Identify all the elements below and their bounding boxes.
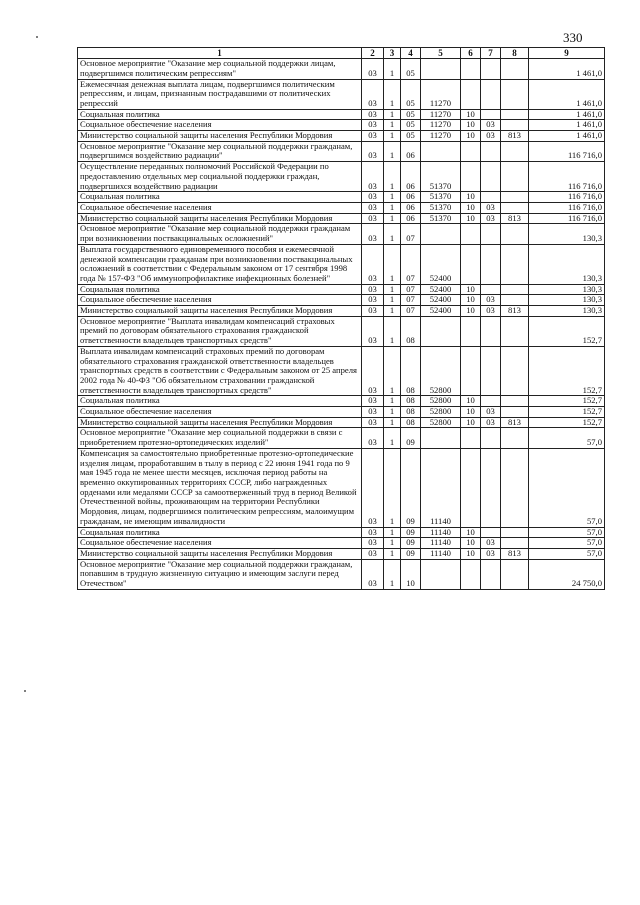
program-code-cell: 03 bbox=[362, 346, 384, 396]
row-name-cell: Социальная политика bbox=[78, 396, 362, 407]
program-code-cell: 03 bbox=[362, 141, 384, 161]
table-row bbox=[78, 131, 605, 142]
subsection-code-cell: 03 bbox=[481, 120, 501, 131]
direction-code-cell: 11270 bbox=[421, 109, 461, 120]
ministry-code-cell bbox=[501, 109, 529, 120]
ministry-code-cell bbox=[501, 559, 529, 589]
table-row bbox=[78, 548, 605, 559]
program-code-cell: 03 bbox=[362, 131, 384, 142]
subprogram-code-cell: 1 bbox=[384, 306, 401, 317]
table-row bbox=[78, 244, 605, 284]
subsection-code-cell bbox=[481, 284, 501, 295]
ministry-code-cell: 813 bbox=[501, 417, 529, 428]
table-row bbox=[78, 407, 605, 418]
section-code-cell bbox=[461, 224, 481, 244]
column-header: 9 bbox=[529, 48, 605, 59]
direction-code-cell: 11140 bbox=[421, 448, 461, 527]
amount-cell: 1 461,0 bbox=[529, 79, 605, 109]
program-code-cell: 03 bbox=[362, 316, 384, 346]
subsection-code-cell: 03 bbox=[481, 417, 501, 428]
measure-code-cell: 07 bbox=[401, 244, 421, 284]
subprogram-code-cell: 1 bbox=[384, 316, 401, 346]
section-code-cell: 10 bbox=[461, 120, 481, 131]
measure-code-cell: 09 bbox=[401, 428, 421, 448]
program-code-cell: 03 bbox=[362, 192, 384, 203]
measure-code-cell: 06 bbox=[401, 141, 421, 161]
table-row bbox=[78, 213, 605, 224]
program-code-cell: 03 bbox=[362, 527, 384, 538]
amount-cell: 130,3 bbox=[529, 224, 605, 244]
direction-code-cell bbox=[421, 559, 461, 589]
section-code-cell: 10 bbox=[461, 407, 481, 418]
measure-code-cell: 05 bbox=[401, 120, 421, 131]
amount-cell: 116 716,0 bbox=[529, 203, 605, 214]
measure-code-cell: 08 bbox=[401, 407, 421, 418]
amount-cell: 24 750,0 bbox=[529, 559, 605, 589]
row-name-cell: Выплата государственного единовременного пособия и ежемесячной денежной компенсации гражданам при возникновении поствакцинальных осложнений в соответствии с Федеральным законом от 17 сентября 1998 года № 157-ФЗ "Об иммунопрофилактике инфекционных болезней" bbox=[78, 244, 362, 284]
subsection-code-cell: 03 bbox=[481, 203, 501, 214]
measure-code-cell: 07 bbox=[401, 284, 421, 295]
subprogram-code-cell: 1 bbox=[384, 548, 401, 559]
direction-code-cell: 52400 bbox=[421, 244, 461, 284]
table-row bbox=[78, 396, 605, 407]
direction-code-cell: 11270 bbox=[421, 131, 461, 142]
row-name-cell: Социальное обеспечение населения bbox=[78, 295, 362, 306]
row-name-cell: Министерство социальной защиты населения Республики Мордовия bbox=[78, 306, 362, 317]
program-code-cell: 03 bbox=[362, 417, 384, 428]
program-code-cell: 03 bbox=[362, 79, 384, 109]
program-code-cell: 03 bbox=[362, 59, 384, 79]
section-code-cell: 10 bbox=[461, 284, 481, 295]
measure-code-cell: 05 bbox=[401, 131, 421, 142]
direction-code-cell: 52400 bbox=[421, 295, 461, 306]
direction-code-cell: 11140 bbox=[421, 527, 461, 538]
amount-cell: 1 461,0 bbox=[529, 109, 605, 120]
subsection-code-cell: 03 bbox=[481, 213, 501, 224]
measure-code-cell: 09 bbox=[401, 538, 421, 549]
direction-code-cell: 11140 bbox=[421, 548, 461, 559]
section-code-cell: 10 bbox=[461, 213, 481, 224]
subsection-code-cell: 03 bbox=[481, 548, 501, 559]
measure-code-cell: 08 bbox=[401, 316, 421, 346]
direction-code-cell: 51370 bbox=[421, 203, 461, 214]
subsection-code-cell bbox=[481, 109, 501, 120]
direction-code-cell bbox=[421, 316, 461, 346]
section-code-cell: 10 bbox=[461, 131, 481, 142]
amount-cell: 152,7 bbox=[529, 407, 605, 418]
section-code-cell bbox=[461, 162, 481, 192]
table-row bbox=[78, 428, 605, 448]
column-header: 3 bbox=[384, 48, 401, 59]
program-code-cell: 03 bbox=[362, 244, 384, 284]
column-header: 7 bbox=[481, 48, 501, 59]
section-code-cell: 10 bbox=[461, 548, 481, 559]
row-name-cell: Социальная политика bbox=[78, 109, 362, 120]
subprogram-code-cell: 1 bbox=[384, 346, 401, 396]
program-code-cell: 03 bbox=[362, 295, 384, 306]
header-row bbox=[78, 48, 605, 59]
subsection-code-cell bbox=[481, 162, 501, 192]
table-row bbox=[78, 162, 605, 192]
measure-code-cell: 09 bbox=[401, 448, 421, 527]
row-name-cell: Министерство социальной защиты населения Республики Мордовия bbox=[78, 213, 362, 224]
row-name-cell: Основное мероприятие "Оказание мер социальной поддержки гражданам при возникновении поствакцинальных осложнений" bbox=[78, 224, 362, 244]
subprogram-code-cell: 1 bbox=[384, 284, 401, 295]
subsection-code-cell bbox=[481, 141, 501, 161]
subsection-code-cell bbox=[481, 316, 501, 346]
ministry-code-cell bbox=[501, 244, 529, 284]
row-name-cell: Социальное обеспечение населения bbox=[78, 407, 362, 418]
program-code-cell: 03 bbox=[362, 284, 384, 295]
subprogram-code-cell: 1 bbox=[384, 203, 401, 214]
table-row bbox=[78, 295, 605, 306]
ministry-code-cell bbox=[501, 295, 529, 306]
measure-code-cell: 06 bbox=[401, 192, 421, 203]
ministry-code-cell bbox=[501, 346, 529, 396]
table-row bbox=[78, 224, 605, 244]
section-code-cell bbox=[461, 559, 481, 589]
row-name-cell: Социальная политика bbox=[78, 192, 362, 203]
row-name-cell: Социальная политика bbox=[78, 284, 362, 295]
subsection-code-cell bbox=[481, 346, 501, 396]
subsection-code-cell bbox=[481, 396, 501, 407]
row-name-cell: Осуществление переданных полномочий Российской Федерации по предоставлению отдельных мер социальной поддержки граждан, подвергшихся воздействию радиации bbox=[78, 162, 362, 192]
subprogram-code-cell: 1 bbox=[384, 428, 401, 448]
table-body bbox=[78, 59, 605, 590]
measure-code-cell: 05 bbox=[401, 79, 421, 109]
ministry-code-cell bbox=[501, 141, 529, 161]
amount-cell: 1 461,0 bbox=[529, 59, 605, 79]
section-code-cell bbox=[461, 244, 481, 284]
table-row bbox=[78, 417, 605, 428]
program-code-cell: 03 bbox=[362, 120, 384, 131]
program-code-cell: 03 bbox=[362, 548, 384, 559]
subprogram-code-cell: 1 bbox=[384, 131, 401, 142]
amount-cell: 57,0 bbox=[529, 448, 605, 527]
row-name-cell: Социальное обеспечение населения bbox=[78, 203, 362, 214]
table-row bbox=[78, 109, 605, 120]
subsection-code-cell bbox=[481, 527, 501, 538]
column-header: 6 bbox=[461, 48, 481, 59]
table-row bbox=[78, 120, 605, 131]
ministry-code-cell bbox=[501, 284, 529, 295]
direction-code-cell: 11140 bbox=[421, 538, 461, 549]
subprogram-code-cell: 1 bbox=[384, 59, 401, 79]
measure-code-cell: 06 bbox=[401, 213, 421, 224]
section-code-cell: 10 bbox=[461, 306, 481, 317]
table-row bbox=[78, 346, 605, 396]
ministry-code-cell bbox=[501, 538, 529, 549]
amount-cell: 57,0 bbox=[529, 538, 605, 549]
measure-code-cell: 08 bbox=[401, 396, 421, 407]
section-code-cell: 10 bbox=[461, 109, 481, 120]
ministry-code-cell bbox=[501, 192, 529, 203]
subprogram-code-cell: 1 bbox=[384, 448, 401, 527]
ministry-code-cell: 813 bbox=[501, 131, 529, 142]
subprogram-code-cell: 1 bbox=[384, 407, 401, 418]
amount-cell: 116 716,0 bbox=[529, 213, 605, 224]
section-code-cell: 10 bbox=[461, 295, 481, 306]
section-code-cell bbox=[461, 448, 481, 527]
program-code-cell: 03 bbox=[362, 407, 384, 418]
subprogram-code-cell: 1 bbox=[384, 244, 401, 284]
measure-code-cell: 09 bbox=[401, 527, 421, 538]
table-row bbox=[78, 527, 605, 538]
amount-cell: 130,3 bbox=[529, 284, 605, 295]
ministry-code-cell bbox=[501, 59, 529, 79]
program-code-cell: 03 bbox=[362, 213, 384, 224]
column-header: 5 bbox=[421, 48, 461, 59]
table-row bbox=[78, 316, 605, 346]
section-code-cell: 10 bbox=[461, 527, 481, 538]
program-code-cell: 03 bbox=[362, 162, 384, 192]
table-row bbox=[78, 192, 605, 203]
table-row bbox=[78, 559, 605, 589]
ministry-code-cell bbox=[501, 120, 529, 131]
table-row bbox=[78, 203, 605, 214]
direction-code-cell: 52800 bbox=[421, 346, 461, 396]
row-name-cell: Министерство социальной защиты населения Республики Мордовия bbox=[78, 131, 362, 142]
section-code-cell bbox=[461, 79, 481, 109]
table-row bbox=[78, 284, 605, 295]
row-name-cell: Основное мероприятие "Оказание мер социальной поддержки в связи с приобретением протезно-ортопедических изделий" bbox=[78, 428, 362, 448]
table-row bbox=[78, 538, 605, 549]
budget-table bbox=[77, 47, 605, 590]
section-code-cell bbox=[461, 346, 481, 396]
subprogram-code-cell: 1 bbox=[384, 162, 401, 192]
ministry-code-cell bbox=[501, 79, 529, 109]
measure-code-cell: 07 bbox=[401, 295, 421, 306]
section-code-cell: 10 bbox=[461, 192, 481, 203]
subsection-code-cell bbox=[481, 59, 501, 79]
row-name-cell: Основное мероприятие "Выплата инвалидам компенсаций страховых премий по договорам обязательного страхования гражданской ответственности владельцев транспортных средств" bbox=[78, 316, 362, 346]
subsection-code-cell bbox=[481, 448, 501, 527]
subprogram-code-cell: 1 bbox=[384, 417, 401, 428]
table-header bbox=[78, 48, 605, 59]
direction-code-cell: 51370 bbox=[421, 162, 461, 192]
direction-code-cell bbox=[421, 224, 461, 244]
direction-code-cell: 52400 bbox=[421, 284, 461, 295]
ministry-code-cell bbox=[501, 527, 529, 538]
subprogram-code-cell: 1 bbox=[384, 527, 401, 538]
row-name-cell: Социальное обеспечение населения bbox=[78, 538, 362, 549]
ministry-code-cell: 813 bbox=[501, 213, 529, 224]
ministry-code-cell: 813 bbox=[501, 306, 529, 317]
subprogram-code-cell: 1 bbox=[384, 396, 401, 407]
measure-code-cell: 07 bbox=[401, 224, 421, 244]
direction-code-cell: 52800 bbox=[421, 396, 461, 407]
subsection-code-cell bbox=[481, 559, 501, 589]
section-code-cell: 10 bbox=[461, 538, 481, 549]
ministry-code-cell bbox=[501, 316, 529, 346]
subsection-code-cell bbox=[481, 244, 501, 284]
table-row bbox=[78, 141, 605, 161]
subsection-code-cell bbox=[481, 79, 501, 109]
subprogram-code-cell: 1 bbox=[384, 120, 401, 131]
table-row bbox=[78, 79, 605, 109]
program-code-cell: 03 bbox=[362, 109, 384, 120]
scan-speck bbox=[24, 690, 26, 692]
subsection-code-cell: 03 bbox=[481, 131, 501, 142]
row-name-cell: Выплата инвалидам компенсаций страховых премий по договорам обязательного страхования гражданской ответственности владельцев транспортных средств в соответствии с Федеральным законом от 25 апреля 2002 года № 40-ФЗ "Об обязательном страховании гражданской ответственности владельцев транспортных средств" bbox=[78, 346, 362, 396]
amount-cell: 116 716,0 bbox=[529, 192, 605, 203]
subsection-code-cell bbox=[481, 192, 501, 203]
amount-cell: 57,0 bbox=[529, 428, 605, 448]
measure-code-cell: 06 bbox=[401, 203, 421, 214]
amount-cell: 152,7 bbox=[529, 316, 605, 346]
column-header: 4 bbox=[401, 48, 421, 59]
amount-cell: 1 461,0 bbox=[529, 131, 605, 142]
column-header: 2 bbox=[362, 48, 384, 59]
subsection-code-cell: 03 bbox=[481, 407, 501, 418]
subprogram-code-cell: 1 bbox=[384, 559, 401, 589]
amount-cell: 130,3 bbox=[529, 295, 605, 306]
ministry-code-cell bbox=[501, 224, 529, 244]
ministry-code-cell bbox=[501, 396, 529, 407]
subsection-code-cell: 03 bbox=[481, 306, 501, 317]
measure-code-cell: 08 bbox=[401, 346, 421, 396]
subprogram-code-cell: 1 bbox=[384, 224, 401, 244]
amount-cell: 152,7 bbox=[529, 346, 605, 396]
ministry-code-cell bbox=[501, 162, 529, 192]
program-code-cell: 03 bbox=[362, 559, 384, 589]
program-code-cell: 03 bbox=[362, 396, 384, 407]
column-header: 8 bbox=[501, 48, 529, 59]
page-number: 330 bbox=[563, 30, 583, 45]
row-name-cell: Министерство социальной защиты населения Республики Мордовия bbox=[78, 417, 362, 428]
subsection-code-cell bbox=[481, 224, 501, 244]
direction-code-cell: 52400 bbox=[421, 306, 461, 317]
direction-code-cell: 51370 bbox=[421, 213, 461, 224]
amount-cell: 116 716,0 bbox=[529, 162, 605, 192]
direction-code-cell: 52800 bbox=[421, 407, 461, 418]
subprogram-code-cell: 1 bbox=[384, 538, 401, 549]
ministry-code-cell bbox=[501, 428, 529, 448]
program-code-cell: 03 bbox=[362, 448, 384, 527]
amount-cell: 130,3 bbox=[529, 306, 605, 317]
amount-cell: 152,7 bbox=[529, 417, 605, 428]
section-code-cell: 10 bbox=[461, 203, 481, 214]
direction-code-cell bbox=[421, 428, 461, 448]
direction-code-cell: 52800 bbox=[421, 417, 461, 428]
section-code-cell: 10 bbox=[461, 417, 481, 428]
amount-cell: 1 461,0 bbox=[529, 120, 605, 131]
table-row bbox=[78, 59, 605, 79]
measure-code-cell: 10 bbox=[401, 559, 421, 589]
section-code-cell bbox=[461, 428, 481, 448]
amount-cell: 130,3 bbox=[529, 244, 605, 284]
subprogram-code-cell: 1 bbox=[384, 141, 401, 161]
amount-cell: 152,7 bbox=[529, 396, 605, 407]
measure-code-cell: 07 bbox=[401, 306, 421, 317]
amount-cell: 57,0 bbox=[529, 527, 605, 538]
subsection-code-cell bbox=[481, 428, 501, 448]
program-code-cell: 03 bbox=[362, 224, 384, 244]
column-header: 1 bbox=[78, 48, 362, 59]
scan-speck bbox=[36, 36, 38, 38]
direction-code-cell bbox=[421, 141, 461, 161]
direction-code-cell: 51370 bbox=[421, 192, 461, 203]
row-name-cell: Основное мероприятие "Оказание мер социальной поддержки лицам, подвергшимся политическим репрессиям" bbox=[78, 59, 362, 79]
subsection-code-cell: 03 bbox=[481, 295, 501, 306]
row-name-cell: Компенсация за самостоятельно приобретенные протезно-ортопедические изделия лицам, проработавшим в тылу в период с 22 июня 1941 года по 9 мая 1945 года не менее шести месяцев, исключая период работы на временно оккупированных территориях СССР, либо награжденных орденами или медалями СССР за самоотверженный труд в период Великой Отечественной войны, проживающим на территории Республики Мордовия, лицам, подвергшимся политическим репрессиям, малоимущим гражданам, не имеющим инвалидности bbox=[78, 448, 362, 527]
subprogram-code-cell: 1 bbox=[384, 109, 401, 120]
row-name-cell: Социальное обеспечение населения bbox=[78, 120, 362, 131]
ministry-code-cell bbox=[501, 203, 529, 214]
measure-code-cell: 06 bbox=[401, 162, 421, 192]
program-code-cell: 03 bbox=[362, 203, 384, 214]
row-name-cell: Основное мероприятие "Оказание мер социальной поддержки гражданам, подвергшимся воздействию радиации" bbox=[78, 141, 362, 161]
ministry-code-cell: 813 bbox=[501, 548, 529, 559]
subprogram-code-cell: 1 bbox=[384, 79, 401, 109]
measure-code-cell: 09 bbox=[401, 548, 421, 559]
measure-code-cell: 08 bbox=[401, 417, 421, 428]
section-code-cell bbox=[461, 316, 481, 346]
section-code-cell: 10 bbox=[461, 396, 481, 407]
subsection-code-cell: 03 bbox=[481, 538, 501, 549]
subprogram-code-cell: 1 bbox=[384, 192, 401, 203]
section-code-cell bbox=[461, 59, 481, 79]
row-name-cell: Ежемесячная денежная выплата лицам, подвергшимся политическим репрессиям, и лицам, признанным пострадавшими от политических репрессий bbox=[78, 79, 362, 109]
section-code-cell bbox=[461, 141, 481, 161]
subprogram-code-cell: 1 bbox=[384, 213, 401, 224]
ministry-code-cell bbox=[501, 448, 529, 527]
subprogram-code-cell: 1 bbox=[384, 295, 401, 306]
program-code-cell: 03 bbox=[362, 306, 384, 317]
amount-cell: 57,0 bbox=[529, 548, 605, 559]
direction-code-cell: 11270 bbox=[421, 120, 461, 131]
row-name-cell: Социальная политика bbox=[78, 527, 362, 538]
program-code-cell: 03 bbox=[362, 428, 384, 448]
measure-code-cell: 05 bbox=[401, 109, 421, 120]
direction-code-cell: 11270 bbox=[421, 79, 461, 109]
amount-cell: 116 716,0 bbox=[529, 141, 605, 161]
ministry-code-cell bbox=[501, 407, 529, 418]
measure-code-cell: 05 bbox=[401, 59, 421, 79]
row-name-cell: Министерство социальной защиты населения Республики Мордовия bbox=[78, 548, 362, 559]
row-name-cell: Основное мероприятие "Оказание мер социальной поддержки гражданам, попавшим в трудную жизненную ситуацию и имеющим заслуги перед Отечеством" bbox=[78, 559, 362, 589]
table-row bbox=[78, 306, 605, 317]
table-row bbox=[78, 448, 605, 527]
program-code-cell: 03 bbox=[362, 538, 384, 549]
direction-code-cell bbox=[421, 59, 461, 79]
